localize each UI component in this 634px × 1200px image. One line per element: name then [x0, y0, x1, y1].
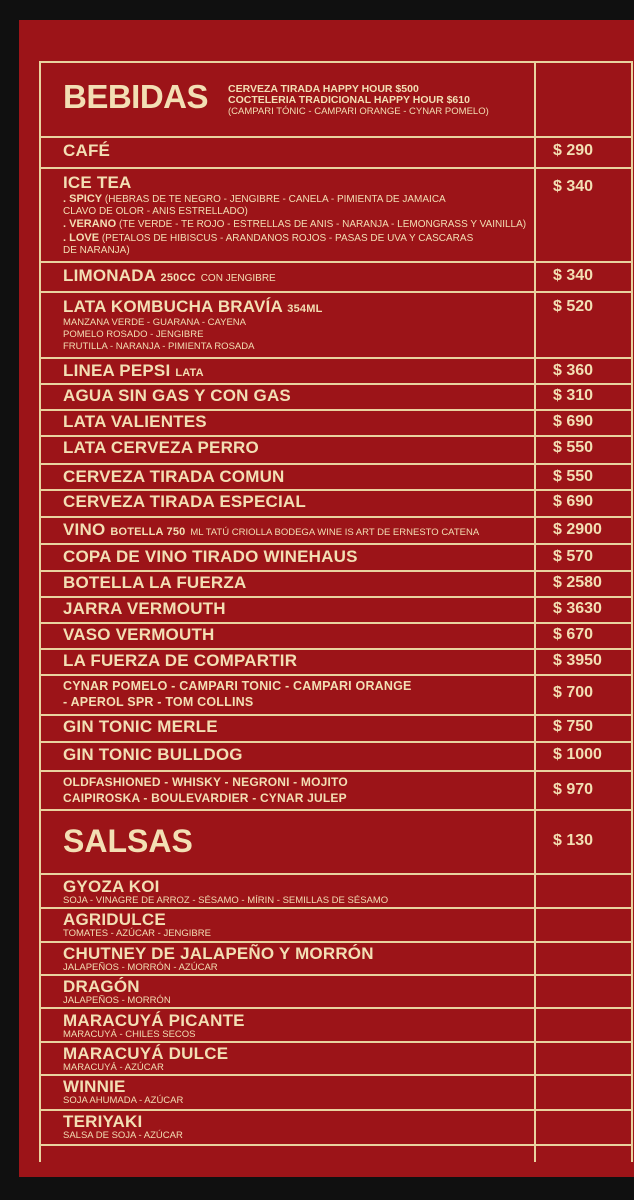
item-price: $ 570 [553, 548, 594, 565]
salsa-name: GYOZA KOI [63, 877, 160, 896]
item-price: $ 3950 [553, 652, 602, 669]
ice-tea-variant: . SPICY (HEBRAS DE TE NEGRO - JENGIBRE - CANELA - PIMIENTA DE JAMAICA [63, 193, 446, 205]
item-name: VASO VERMOUTH [63, 625, 215, 644]
salsa-ingredients: TOMATES - AZÚCAR - JENGIBRE [63, 928, 211, 939]
salsa-name: TERIYAKI [63, 1112, 143, 1131]
item-price: $ 700 [553, 684, 594, 701]
promo-line: COCTELERIA TRADICIONAL HAPPY HOUR $610 [228, 94, 470, 106]
item-name: LATA KOMBUCHA BRAVÍA 354ML [63, 297, 323, 316]
divider [39, 435, 633, 437]
item-price: $ 970 [553, 781, 594, 798]
ice-tea-variant: . VERANO (TE VERDE - TE ROJO - ESTRELLAS DE ANIS - NARANJA - LEMONGRASS Y VAINILLA) [63, 218, 527, 230]
grid-left-border [39, 61, 41, 1162]
promo-line: (CAMPARI TÓNIC - CAMPARI ORANGE - CYNAR POMELO) [228, 106, 489, 117]
menu-board [19, 20, 634, 1177]
item-description: POMELO ROSADO - JENGIBRE [63, 329, 204, 340]
item-name: VINO BOTELLA 750 ML TATÚ CRIOLLA BODEGA WINE IS ART DE ERNESTO CATENA [63, 520, 480, 539]
divider [39, 261, 633, 263]
ice-tea-variant: CLAVO DE OLOR - ANIS ESTRELLADO) [63, 206, 248, 217]
divider [39, 1041, 633, 1043]
salsa-name: CHUTNEY DE JALAPEÑO Y MORRÓN [63, 944, 374, 963]
item-price: $ 2900 [553, 521, 602, 538]
salsa-ingredients: MARACUYÁ - CHILES SECOS [63, 1029, 196, 1040]
divider [39, 741, 633, 743]
salsa-ingredients: JALAPEÑOS - MORRÓN [63, 995, 171, 1006]
ice-tea-variant: DE NARANJA) [63, 245, 130, 256]
item-price: $ 550 [553, 439, 594, 456]
item-name: CYNAR POMELO - CAMPARI TONIC - CAMPARI ORANGE [63, 679, 412, 693]
salsas-price: $ 130 [553, 832, 594, 849]
divider [39, 648, 633, 650]
divider [39, 357, 633, 359]
item-description: MANZANA VERDE - GUARANA - CAYENA [63, 317, 246, 328]
divider [39, 596, 633, 598]
item-price: $ 310 [553, 387, 594, 404]
item-name: LINEA PEPSI LATA [63, 361, 204, 380]
ice-tea-variant: . LOVE (PETALOS DE HIBISCUS - ARANDANOS ROJOS - PASAS DE UVA Y CASCARAS [63, 232, 474, 244]
divider [39, 714, 633, 716]
item-name: LA FUERZA DE COMPARTIR [63, 651, 298, 670]
divider [39, 809, 633, 811]
divider [39, 543, 633, 545]
salsa-name: MARACUYÁ DULCE [63, 1044, 229, 1063]
divider [39, 383, 633, 385]
divider [39, 463, 633, 465]
divider [39, 167, 633, 169]
item-name: GIN TONIC MERLE [63, 717, 218, 736]
item-name: CAIPIROSKA - BOULEVARDIER - CYNAR JULEP [63, 791, 347, 805]
divider [39, 489, 633, 491]
divider [39, 1144, 633, 1146]
item-name: GIN TONIC BULLDOG [63, 745, 243, 764]
divider [39, 1074, 633, 1076]
item-name: CAFÉ [63, 141, 111, 160]
divider [39, 907, 633, 909]
item-description: FRUTILLA - NARANJA - PIMIENTA ROSADA [63, 341, 255, 352]
item-name: - APEROL SPR - TOM COLLINS [63, 695, 254, 709]
item-name: COPA DE VINO TIRADO WINEHAUS [63, 547, 358, 566]
item-name: CERVEZA TIRADA COMUN [63, 467, 285, 486]
item-price: $ 2580 [553, 574, 602, 591]
item-name: ICE TEA [63, 173, 132, 192]
grid-right-border [631, 61, 633, 1162]
price-column-divider [534, 61, 536, 1162]
divider [39, 974, 633, 976]
item-name: BOTELLA LA FUERZA [63, 573, 247, 592]
item-price: $ 670 [553, 626, 594, 643]
item-price: $ 690 [553, 493, 594, 510]
section-title-salsas: SALSAS [63, 823, 193, 859]
divider [39, 570, 633, 572]
item-price: $ 750 [553, 718, 594, 735]
divider [39, 622, 633, 624]
item-price: $ 690 [553, 413, 594, 430]
menu-grid [39, 61, 633, 1162]
salsa-ingredients: SOJA - VINAGRE DE ARROZ - SÉSAMO - MÍRIN - SEMILLAS DE SÉSAMO [63, 895, 389, 906]
item-name: AGUA SIN GAS Y CON GAS [63, 386, 291, 405]
divider [39, 674, 633, 676]
item-name: JARRA VERMOUTH [63, 599, 226, 618]
item-price: $ 360 [553, 362, 594, 379]
item-price: $ 520 [553, 298, 594, 315]
salsa-name: WINNIE [63, 1077, 126, 1096]
divider [39, 873, 633, 875]
divider [39, 291, 633, 293]
happy-hour-info [228, 84, 489, 117]
salsa-name: AGRIDULCE [63, 910, 166, 929]
divider [39, 1109, 633, 1111]
item-price: $ 340 [553, 178, 594, 195]
item-price: $ 340 [553, 267, 594, 284]
divider [39, 516, 633, 518]
divider [39, 1007, 633, 1009]
item-price: $ 550 [553, 468, 594, 485]
salsa-name: MARACUYÁ PICANTE [63, 1011, 245, 1030]
item-price: $ 1000 [553, 746, 602, 763]
item-name: OLDFASHIONED - WHISKY - NEGRONI - MOJITO [63, 775, 348, 789]
divider [39, 136, 633, 138]
item-price: $ 290 [553, 142, 594, 159]
item-price: $ 3630 [553, 600, 602, 617]
divider [39, 61, 633, 63]
salsa-ingredients: MARACUYÁ - AZÚCAR [63, 1062, 164, 1073]
salsa-name: DRAGÓN [63, 977, 140, 996]
divider [39, 770, 633, 772]
section-title-bebidas: BEBIDAS [63, 78, 209, 115]
promo-line: CERVEZA TIRADA HAPPY HOUR $500 [228, 83, 419, 95]
divider [39, 941, 633, 943]
salsa-ingredients: SOJA AHUMADA - AZÚCAR [63, 1095, 184, 1106]
item-name: LATA VALIENTES [63, 412, 207, 431]
salsa-ingredients: JALAPEÑOS - MORRÓN - AZÚCAR [63, 962, 218, 973]
item-name: LATA CERVEZA PERRO [63, 438, 259, 457]
item-name: LIMONADA 250CC CON JENGIBRE [63, 266, 276, 285]
divider [39, 409, 633, 411]
salsa-ingredients: SALSA DE SOJA - AZÚCAR [63, 1130, 183, 1141]
item-name: CERVEZA TIRADA ESPECIAL [63, 492, 306, 511]
